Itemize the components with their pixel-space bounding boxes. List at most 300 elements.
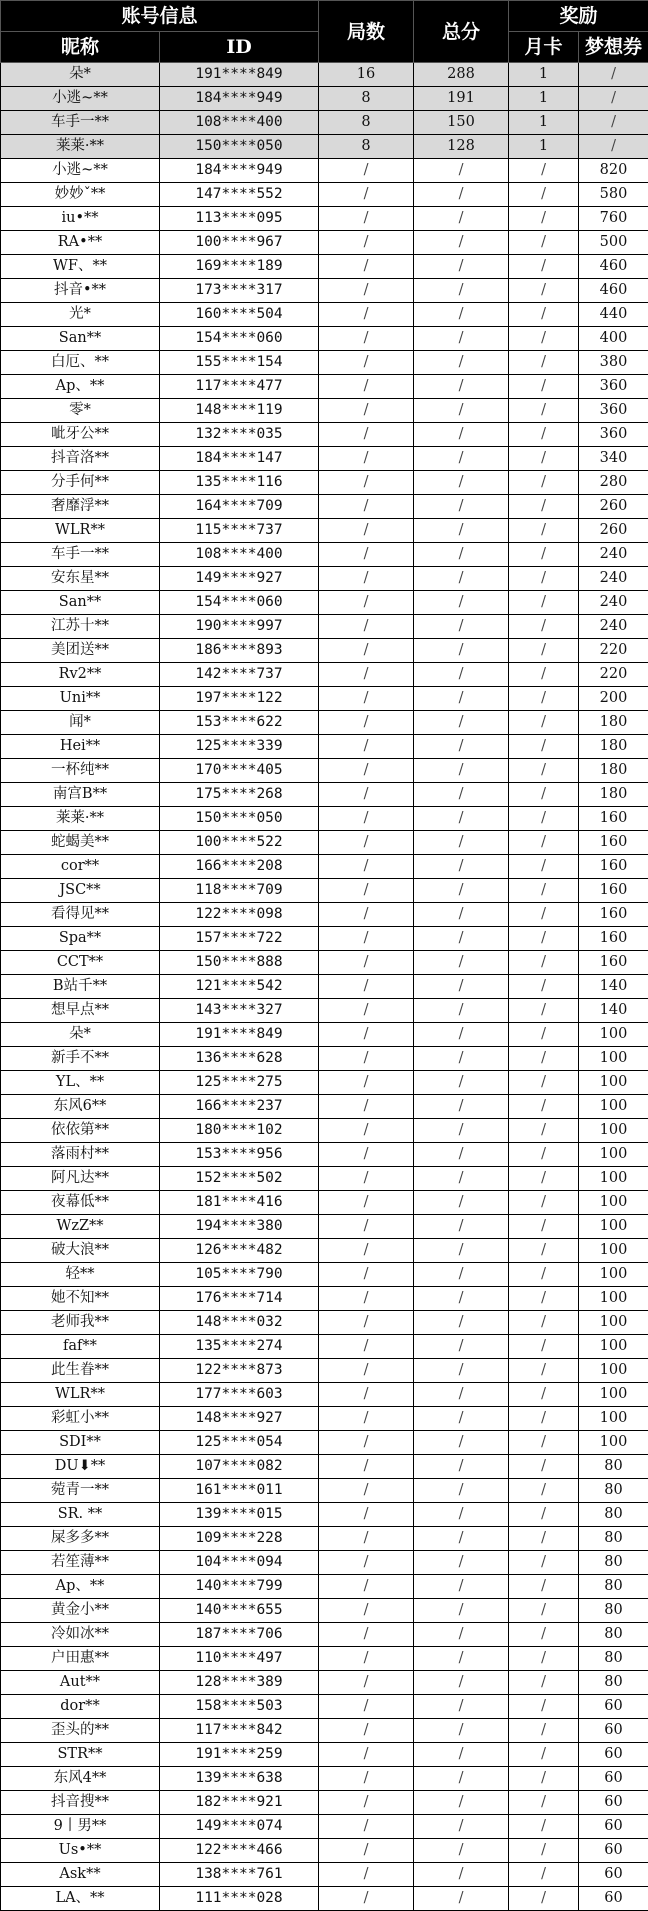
total-score-cell: / [414, 663, 509, 687]
dream-ticket-cell: 80 [579, 1551, 648, 1575]
id-cell: 173****317 [160, 279, 319, 303]
nickname-cell: 老师我** [1, 1311, 160, 1335]
monthly-card-header: 月卡 [509, 32, 579, 63]
table-row [1, 1239, 648, 1263]
table-row [1, 1551, 648, 1575]
total-score-cell: / [414, 1023, 509, 1047]
nickname-cell: 蛇蝎美** [1, 831, 160, 855]
dream-ticket-cell: 100 [579, 1263, 648, 1287]
games-cell: / [319, 1431, 414, 1455]
dream-ticket-cell: 60 [579, 1887, 648, 1911]
total-score-cell: / [414, 1287, 509, 1311]
table-row [1, 855, 648, 879]
table-row [1, 1647, 648, 1671]
id-cell: 191****849 [160, 1023, 319, 1047]
table-row [1, 1407, 648, 1431]
nickname-cell: 朵* [1, 1023, 160, 1047]
total-score-cell: / [414, 279, 509, 303]
total-score-cell: / [414, 831, 509, 855]
total-score-cell: / [414, 1719, 509, 1743]
monthly-card-cell: / [509, 1503, 579, 1527]
games-cell: / [319, 1311, 414, 1335]
monthly-card-cell: / [509, 471, 579, 495]
dream-ticket-cell: 440 [579, 303, 648, 327]
total-score-cell: / [414, 1767, 509, 1791]
nickname-cell: 一杯纯** [1, 759, 160, 783]
monthly-card-cell: / [509, 1047, 579, 1071]
total-score-cell: / [414, 447, 509, 471]
total-score-cell: / [414, 951, 509, 975]
id-cell: 155****154 [160, 351, 319, 375]
nickname-cell: 小逃~** [1, 159, 160, 183]
games-cell: / [319, 1791, 414, 1815]
table-row [1, 831, 648, 855]
dream-ticket-cell: 100 [579, 1215, 648, 1239]
dream-ticket-cell: 60 [579, 1791, 648, 1815]
id-cell: 125****339 [160, 735, 319, 759]
id-cell: 160****504 [160, 303, 319, 327]
nickname-cell: Hei** [1, 735, 160, 759]
total-score-cell: / [414, 927, 509, 951]
nickname-cell: 落雨村** [1, 1143, 160, 1167]
table-header [1, 1, 648, 63]
dream-ticket-cell: 60 [579, 1743, 648, 1767]
dream-ticket-cell: 760 [579, 207, 648, 231]
table-row [1, 1503, 648, 1527]
nickname-cell: 奢靡浮** [1, 495, 160, 519]
games-cell: / [319, 327, 414, 351]
id-cell: 150****050 [160, 807, 319, 831]
id-cell: 125****275 [160, 1071, 319, 1095]
nickname-cell: WzZ** [1, 1215, 160, 1239]
nickname-cell: dor** [1, 1695, 160, 1719]
id-cell: 157****722 [160, 927, 319, 951]
nickname-cell: 抖音•** [1, 279, 160, 303]
dream-ticket-cell: 460 [579, 255, 648, 279]
total-score-cell: / [414, 1575, 509, 1599]
id-cell: 154****060 [160, 591, 319, 615]
monthly-card-cell: / [509, 687, 579, 711]
monthly-card-cell: / [509, 639, 579, 663]
dream-ticket-cell: 360 [579, 423, 648, 447]
dream-ticket-cell: 240 [579, 591, 648, 615]
nickname-cell: 闻* [1, 711, 160, 735]
id-cell: 108****400 [160, 543, 319, 567]
total-score-cell: / [414, 1551, 509, 1575]
total-score-cell: / [414, 903, 509, 927]
id-cell: 153****622 [160, 711, 319, 735]
total-score-cell: / [414, 1335, 509, 1359]
total-score-cell: / [414, 1431, 509, 1455]
games-cell: / [319, 1623, 414, 1647]
dream-ticket-cell: 100 [579, 1095, 648, 1119]
games-cell: / [319, 567, 414, 591]
nickname-cell: WLR** [1, 519, 160, 543]
total-score-cell: / [414, 1743, 509, 1767]
nickname-cell: 彩虹小** [1, 1407, 160, 1431]
games-cell: / [319, 879, 414, 903]
table-row [1, 927, 648, 951]
id-cell: 126****482 [160, 1239, 319, 1263]
id-cell: 177****603 [160, 1383, 319, 1407]
id-cell: 107****082 [160, 1455, 319, 1479]
id-cell: 108****400 [160, 111, 319, 135]
table-row [1, 663, 648, 687]
games-cell: / [319, 807, 414, 831]
monthly-card-cell: / [509, 1839, 579, 1863]
dream-ticket-cell: 100 [579, 1023, 648, 1047]
monthly-card-cell: / [509, 1143, 579, 1167]
total-score-cell: / [414, 1215, 509, 1239]
nickname-header: 昵称 [1, 32, 160, 63]
nickname-cell: cor** [1, 855, 160, 879]
dream-ticket-cell: 100 [579, 1311, 648, 1335]
nickname-cell: 想早点** [1, 999, 160, 1023]
total-score-cell: / [414, 1623, 509, 1647]
account-info-header: 账号信息 [1, 1, 319, 32]
total-score-cell: / [414, 255, 509, 279]
id-cell: 132****035 [160, 423, 319, 447]
dream-ticket-cell: / [579, 111, 648, 135]
total-score-cell: / [414, 1887, 509, 1911]
dream-ticket-cell: 160 [579, 879, 648, 903]
monthly-card-cell: / [509, 567, 579, 591]
monthly-card-cell: / [509, 615, 579, 639]
total-score-cell: / [414, 1671, 509, 1695]
id-cell: 140****799 [160, 1575, 319, 1599]
monthly-card-cell: / [509, 855, 579, 879]
table-row [1, 687, 648, 711]
nickname-cell: 莱莱·** [1, 807, 160, 831]
table-row [1, 1311, 648, 1335]
monthly-card-cell: / [509, 231, 579, 255]
id-cell: 197****122 [160, 687, 319, 711]
dream-ticket-cell: 220 [579, 639, 648, 663]
dream-ticket-cell: 140 [579, 975, 648, 999]
games-cell: / [319, 687, 414, 711]
table-row [1, 567, 648, 591]
table-row [1, 975, 648, 999]
dream-ticket-cell: / [579, 135, 648, 159]
total-score-cell: / [414, 1311, 509, 1335]
total-score-cell: / [414, 231, 509, 255]
total-score-cell: / [414, 1647, 509, 1671]
total-score-cell: / [414, 159, 509, 183]
total-score-cell: / [414, 879, 509, 903]
games-cell: / [319, 831, 414, 855]
nickname-cell: 江苏十** [1, 615, 160, 639]
dream-ticket-header: 梦想券 [579, 32, 648, 63]
monthly-card-cell: / [509, 207, 579, 231]
games-cell: / [319, 1119, 414, 1143]
games-cell: / [319, 1479, 414, 1503]
dream-ticket-cell: 80 [579, 1671, 648, 1695]
table-row [1, 1623, 648, 1647]
monthly-card-cell: / [509, 495, 579, 519]
total-score-cell: / [414, 1263, 509, 1287]
table-row [1, 231, 648, 255]
nickname-cell: SDI** [1, 1431, 160, 1455]
monthly-card-cell: / [509, 879, 579, 903]
dream-ticket-cell: 80 [579, 1599, 648, 1623]
dream-ticket-cell: 60 [579, 1815, 648, 1839]
games-cell: / [319, 1143, 414, 1167]
table-row [1, 1335, 648, 1359]
table-row [1, 1191, 648, 1215]
dream-ticket-cell: 180 [579, 759, 648, 783]
dream-ticket-cell: 100 [579, 1143, 648, 1167]
table-row [1, 807, 648, 831]
monthly-card-cell: / [509, 351, 579, 375]
total-score-cell: / [414, 615, 509, 639]
nickname-cell: LA、** [1, 1887, 160, 1911]
total-score-cell: / [414, 1815, 509, 1839]
nickname-cell: STR** [1, 1743, 160, 1767]
table-row [1, 87, 648, 111]
id-cell: 121****542 [160, 975, 319, 999]
table-row [1, 135, 648, 159]
id-cell: 149****927 [160, 567, 319, 591]
dream-ticket-cell: 60 [579, 1719, 648, 1743]
games-cell: / [319, 591, 414, 615]
dream-ticket-cell: 460 [579, 279, 648, 303]
dream-ticket-cell: 400 [579, 327, 648, 351]
nickname-cell: 零* [1, 399, 160, 423]
games-cell: / [319, 1047, 414, 1071]
games-cell: 8 [319, 111, 414, 135]
games-cell: / [319, 735, 414, 759]
games-cell: 16 [319, 63, 414, 87]
total-score-cell: / [414, 759, 509, 783]
nickname-cell: SR. ** [1, 1503, 160, 1527]
monthly-card-cell: / [509, 423, 579, 447]
games-cell: / [319, 927, 414, 951]
id-cell: 190****997 [160, 615, 319, 639]
id-cell: 135****274 [160, 1335, 319, 1359]
monthly-card-cell: / [509, 1095, 579, 1119]
games-cell: / [319, 1239, 414, 1263]
dream-ticket-cell: 360 [579, 399, 648, 423]
games-cell: / [319, 423, 414, 447]
games-cell: / [319, 255, 414, 279]
games-cell: / [319, 1263, 414, 1287]
games-cell: 8 [319, 87, 414, 111]
games-cell: / [319, 1335, 414, 1359]
nickname-cell: 分手何** [1, 471, 160, 495]
id-cell: 122****873 [160, 1359, 319, 1383]
nickname-cell: 车手一** [1, 111, 160, 135]
dream-ticket-cell: 380 [579, 351, 648, 375]
dream-ticket-cell: 100 [579, 1071, 648, 1095]
monthly-card-cell: 1 [509, 87, 579, 111]
monthly-card-cell: / [509, 783, 579, 807]
dream-ticket-cell: 80 [579, 1647, 648, 1671]
games-cell: / [319, 1071, 414, 1095]
dream-ticket-cell: 160 [579, 807, 648, 831]
id-cell: 122****098 [160, 903, 319, 927]
games-cell: / [319, 615, 414, 639]
games-cell: / [319, 495, 414, 519]
games-cell: / [319, 1167, 414, 1191]
games-cell: / [319, 1383, 414, 1407]
table-row [1, 1431, 648, 1455]
games-cell: / [319, 303, 414, 327]
monthly-card-cell: / [509, 159, 579, 183]
monthly-card-cell: / [509, 399, 579, 423]
dream-ticket-cell: 580 [579, 183, 648, 207]
nickname-cell: 东风4** [1, 1767, 160, 1791]
games-cell: / [319, 1599, 414, 1623]
dream-ticket-cell: 260 [579, 519, 648, 543]
games-cell: / [319, 783, 414, 807]
games-cell: / [319, 1023, 414, 1047]
dream-ticket-cell: 240 [579, 567, 648, 591]
nickname-cell: 朵* [1, 63, 160, 87]
games-cell: / [319, 711, 414, 735]
id-cell: 184****949 [160, 159, 319, 183]
id-cell: 113****095 [160, 207, 319, 231]
nickname-cell: 夜幕低** [1, 1191, 160, 1215]
dream-ticket-cell: 100 [579, 1167, 648, 1191]
games-cell: / [319, 1887, 414, 1911]
table-row [1, 1263, 648, 1287]
games-cell: / [319, 1863, 414, 1887]
id-cell: 100****967 [160, 231, 319, 255]
dream-ticket-cell: 180 [579, 783, 648, 807]
games-cell: / [319, 1407, 414, 1431]
table-row [1, 1671, 648, 1695]
table-row [1, 351, 648, 375]
id-cell: 164****709 [160, 495, 319, 519]
monthly-card-cell: 1 [509, 63, 579, 87]
id-cell: 136****628 [160, 1047, 319, 1071]
dream-ticket-cell: 180 [579, 711, 648, 735]
games-cell: / [319, 1455, 414, 1479]
nickname-cell: WF、** [1, 255, 160, 279]
dream-ticket-cell: 360 [579, 375, 648, 399]
total-score-cell: / [414, 327, 509, 351]
games-cell: / [319, 183, 414, 207]
monthly-card-cell: / [509, 951, 579, 975]
nickname-cell: faf** [1, 1335, 160, 1359]
table-row [1, 1383, 648, 1407]
id-cell: 115****737 [160, 519, 319, 543]
nickname-cell: 妙妙ˇ** [1, 183, 160, 207]
dream-ticket-cell: 80 [579, 1479, 648, 1503]
games-cell: / [319, 1671, 414, 1695]
games-cell: / [319, 975, 414, 999]
dream-ticket-cell: 340 [579, 447, 648, 471]
dream-ticket-cell: 100 [579, 1119, 648, 1143]
total-score-cell: / [414, 495, 509, 519]
table-row [1, 495, 648, 519]
id-cell: 138****761 [160, 1863, 319, 1887]
nickname-cell: 9丨男** [1, 1815, 160, 1839]
table-row [1, 1863, 648, 1887]
nickname-cell: Ap、** [1, 375, 160, 399]
table-row [1, 951, 648, 975]
total-score-cell: / [414, 687, 509, 711]
id-cell: 170****405 [160, 759, 319, 783]
monthly-card-cell: / [509, 735, 579, 759]
monthly-card-cell: / [509, 711, 579, 735]
dream-ticket-cell: 100 [579, 1287, 648, 1311]
total-score-cell: / [414, 1695, 509, 1719]
table-body [1, 63, 648, 1911]
table-row [1, 1887, 648, 1911]
total-score-cell: / [414, 207, 509, 231]
games-cell: / [319, 999, 414, 1023]
monthly-card-cell: / [509, 1719, 579, 1743]
dream-ticket-cell: 60 [579, 1839, 648, 1863]
games-cell: / [319, 1767, 414, 1791]
nickname-cell: B站千** [1, 975, 160, 999]
nickname-cell: 菀青一** [1, 1479, 160, 1503]
total-score-cell: / [414, 783, 509, 807]
total-score-cell: / [414, 351, 509, 375]
nickname-cell: 光* [1, 303, 160, 327]
games-cell: / [319, 759, 414, 783]
table-row [1, 1047, 648, 1071]
id-cell: 166****237 [160, 1095, 319, 1119]
table-row [1, 447, 648, 471]
monthly-card-cell: / [509, 543, 579, 567]
games-cell: / [319, 159, 414, 183]
games-cell: / [319, 207, 414, 231]
total-score-cell: / [414, 567, 509, 591]
id-cell: 158****503 [160, 1695, 319, 1719]
monthly-card-cell: / [509, 807, 579, 831]
id-cell: 117****477 [160, 375, 319, 399]
id-cell: 180****102 [160, 1119, 319, 1143]
table-row [1, 999, 648, 1023]
id-cell: 105****790 [160, 1263, 319, 1287]
nickname-cell: WLR** [1, 1383, 160, 1407]
id-cell: 135****116 [160, 471, 319, 495]
dream-ticket-cell: 160 [579, 831, 648, 855]
total-score-cell: / [414, 807, 509, 831]
id-cell: 110****497 [160, 1647, 319, 1671]
table-row [1, 1719, 648, 1743]
nickname-cell: Aut** [1, 1671, 160, 1695]
total-score-cell: / [414, 735, 509, 759]
dream-ticket-cell: 240 [579, 615, 648, 639]
dream-ticket-cell: 100 [579, 1239, 648, 1263]
table-row [1, 303, 648, 327]
table-row [1, 591, 648, 615]
id-cell: 147****552 [160, 183, 319, 207]
nickname-cell: RA•** [1, 231, 160, 255]
monthly-card-cell: / [509, 1575, 579, 1599]
dream-ticket-cell: 60 [579, 1767, 648, 1791]
table-row [1, 1023, 648, 1047]
monthly-card-cell: / [509, 1647, 579, 1671]
total-score-cell: / [414, 1455, 509, 1479]
total-score-cell: / [414, 1479, 509, 1503]
dream-ticket-cell: 160 [579, 903, 648, 927]
nickname-cell: 此生眷** [1, 1359, 160, 1383]
id-cell: 118****709 [160, 879, 319, 903]
id-cell: 169****189 [160, 255, 319, 279]
table-row [1, 255, 648, 279]
table-row [1, 207, 648, 231]
monthly-card-cell: / [509, 1791, 579, 1815]
table-row [1, 159, 648, 183]
nickname-cell: 白厄、** [1, 351, 160, 375]
monthly-card-cell: / [509, 1431, 579, 1455]
total-score-cell: / [414, 1527, 509, 1551]
id-cell: 175****268 [160, 783, 319, 807]
